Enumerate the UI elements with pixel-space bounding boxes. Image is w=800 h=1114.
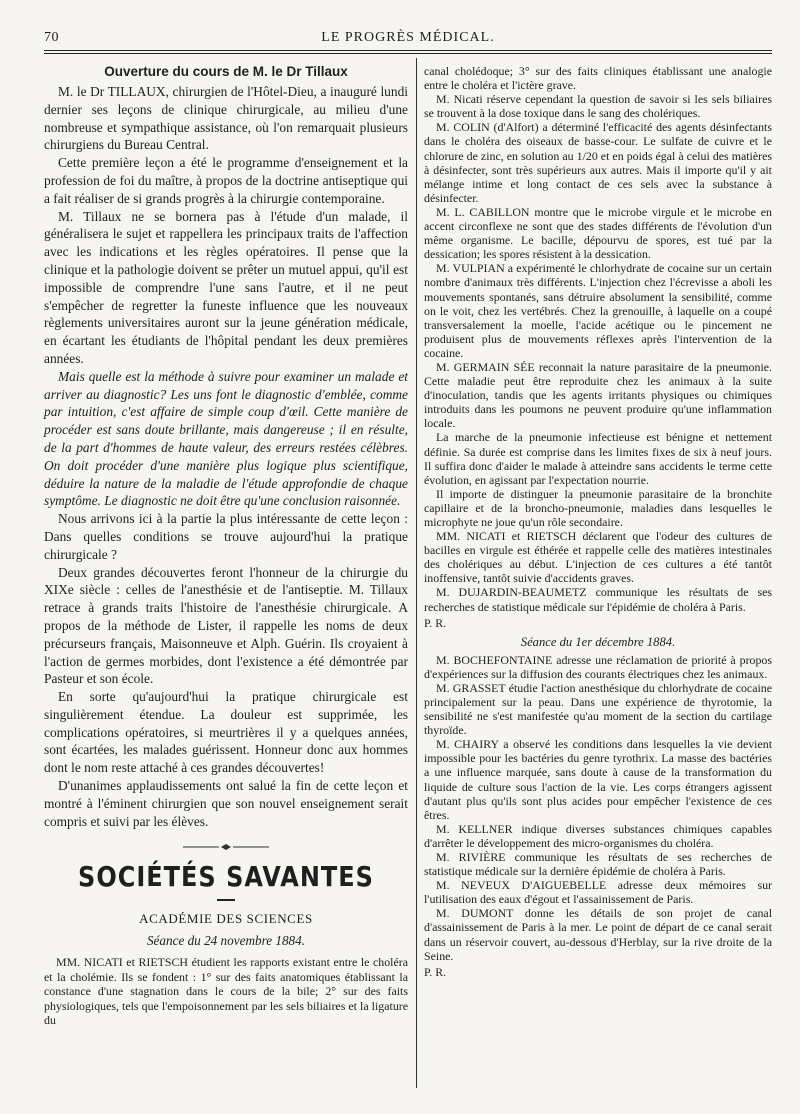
left-column bbox=[44, 64, 408, 1028]
report-paragraph: M. Nicati réserve cependant la question de savoir si les sels biliaires se trouvent à la dose toxique dans le sang des cholériques. bbox=[424, 92, 772, 121]
report-paragraph: M. VULPIAN a expérimenté le chlorhydrate de cocaine sur un certain nombre d'animaux très différents. L'injection chez l'écrevisse a aboli les mouvements spontanés, sans détruire absolument la sensibilité, comme on le voit, chez les vertébrés. Chez la grenouille, à laquelle on a coupé transversalement la moelle, l'acide acétique ou le pincement ne produisent plus de mouvements réflexes après l'intervention de la cocaine. bbox=[424, 261, 772, 360]
report-paragraph: M. KELLNER indique diverses substances chimiques capables d'arrêter le développement des micro-organismes du choléra. bbox=[424, 821, 772, 850]
signature: P. R. bbox=[424, 964, 447, 979]
section-rule bbox=[217, 899, 235, 901]
column-divider bbox=[416, 58, 417, 1088]
report-paragraph-signed bbox=[424, 906, 772, 980]
report-paragraph: M. RIVIÈRE communique les résultats de ses recherches de statistique médicale sur la dernière épidémie de choléra à Paris. bbox=[424, 849, 772, 879]
report-paragraph: M. COLIN (d'Alfort) a déterminé l'efficacité des agents désinfectants dans le choléra des oiseaux de basse-cour. Le sulfate de cuivre et le chlorure de zinc, en solution au 1/20 et en poids égal à celui des matières à désinfecter, sont très supérieurs aux autres. Mais il importe qu'il y ait mélange intime et long contact de ces sels avec la substance à désinfecter. bbox=[424, 120, 772, 205]
report-paragraph: M. DUMONT donne les détails de son projet de canal d'assainissement de Paris à la mer. Le point de départ de ce canal serait dans un réservoir couvert, au-dessous d'Herblay, sur la rive droite de la Seine. bbox=[424, 906, 772, 963]
report-paragraph: canal cholédoque; 3° sur des faits cliniques établissant une analogie entre le choléra et l'ictère grave. bbox=[424, 64, 772, 93]
report-paragraph: M. BOCHEFONTAINE adresse une réclamation de priorité à propos d'expériences sur la diffusion des courants électriques chez les animaux. bbox=[424, 652, 772, 681]
running-head bbox=[44, 30, 772, 48]
report-paragraph: M. GRASSET étudie l'action anesthésique du chlorhydrate de cocaine principalement sur la peau. Dans une expérience de thyrotomie, la sensibilité ne s'est manifestée qu'au moment de la section du cartilage thyroïde. bbox=[424, 680, 772, 738]
article-paragraph: Nous arrivons ici à la partie la plus intéressante de cette leçon : Dans quelles conditions se trouve aujourd'hui la pratique chirurgicale ? bbox=[44, 511, 408, 562]
academy-heading: ACADÉMIE DES SCIENCES bbox=[139, 911, 313, 927]
article-paragraph: Mais quelle est la méthode à suivre pour examiner un malade et arriver au diagnostic? Les uns font le diagnostic d'emblée, comme par intuition, c'est affaire de simple coup d'œil. Cette manière de procéder est sans doute brillante, mais dangereuse ; il en résulte, de la part d'hommes de haute valeur, des erreurs restées célèbres. On doit procéder d'une manière plus logique plus scientifique, déduire la nature de la maladie de l'étude approfondie de chaque symptôme. Le diagnostic ne doit être qu'une conclusion raisonnée. bbox=[44, 368, 408, 509]
right-column bbox=[424, 64, 772, 981]
session-date: Séance du 24 novembre 1884. bbox=[146, 933, 306, 949]
report-paragraph: Il importe de distinguer la pneumonie parasitaire de la bronchite capillaire et de la broncho-pneumonie, maladies dans lesquelles le microphyte ne joue qu'un rôle secondaire. bbox=[424, 486, 772, 529]
report-paragraph: M. L. CABILLON montre que le microbe virgule et le microbe en accent circonflexe ne sont que des stades différents de l'évolution d'un même organisme. Le bacille, dépourvu de spores, est tué par la dessication; les spores résistent à la dessication. bbox=[424, 204, 772, 262]
session-paragraph: MM. NICATI et RIETSCH étudient les rapports existant entre le choléra et la cholémie. Ils se fondent : 1° sur des faits anatomiques établissant la constance d'une stagnation dans le cours de la bile; 2° sur des faits physiologiques, tels que l'empoisonnement par les sels biliaires et la ligature du bbox=[44, 955, 408, 1028]
header-rule bbox=[44, 50, 772, 54]
page-number: 70 bbox=[44, 30, 59, 45]
report-paragraph: M. DUJARDIN-BEAUMETZ communique les résultats de ses recherches de statistique médicale sur l'épidémie de choléra à Paris. bbox=[424, 585, 772, 614]
article-paragraph: D'unanimes applaudissements ont salué la fin de cette leçon et montré à l'éminent chirurgien que son nouvel enseignement serait compris et suivi par les élèves. bbox=[44, 778, 408, 829]
article-paragraph: Deux grandes découvertes feront l'honneur de la chirurgie du XIXe siècle : celles de l'anesthésie et de l'antiseptie. M. Tillaux retrace à grands traits l'histoire de l'anesthésie chirurgicale. A propos de la méthode de Lister, il rappelle les noms de deux précurseurs français, Maisonneuve et Alph. Guérin. Ils croyaient à l'action de germes morbides, dont l'existence a été démontrée par Pasteur et son école. bbox=[44, 564, 408, 687]
report-paragraph: M. GERMAIN SÉE reconnait la nature parasitaire de la pneumonie. Cette maladie peut être reproduite chez les animaux à la suite d'inoculation, tandis que les agents irritants physiques ou chimiques introduits dans les poumons ne peuvent produire qu'une inflammation locale. bbox=[424, 359, 772, 431]
report-paragraph: La marche de la pneumonie infectieuse est bénigne et nettement définie. Sa durée est comprise dans les limites fixes de six à neuf jours. Il suffira donc d'aider le malade à atteindre sans accidents le terme cette évolution, en agissant par l'expectation nourrie. bbox=[424, 430, 772, 487]
section-title: SOCIÉTÉS SAVANTES bbox=[78, 861, 374, 894]
newspaper-page bbox=[44, 30, 772, 1094]
report-paragraph-signed bbox=[424, 585, 772, 631]
signature: P. R. bbox=[424, 615, 447, 630]
article-paragraph: Cette première leçon a été le programme d'enseignement et la profession de foi du maître, à propos de la doctrine antiseptique qui a fait réaliser de si grands progrès à la chirurgie contemporaine. bbox=[44, 155, 408, 206]
session-date: Séance du 1er décembre 1884. bbox=[520, 634, 676, 649]
article-paragraph: M. Tillaux ne se bornera pas à l'étude d'un malade, il généralisera le sujet et rappellera les principaux traits de l'affection avec les indications et les règles opératoires. Il pense que la clinique et la pathologie doivent se prêter un mutuel appui, qu'il est impossible de comprendre l'une sans l'autre, et il ne peut s'empêcher de regretter la funeste influence que les nouveaux règlements universitaires auront sur la jeune génération médicale, en écartant les étudiants de l'hôpital pendant les deux premières années. bbox=[44, 208, 408, 366]
report-paragraph: M. NEVEUX D'AIGUEBELLE adresse deux mémoires sur l'utilisation des eaux d'égout et l'assainissement de Paris. bbox=[424, 878, 772, 907]
journal-title: LE PROGRÈS MÉDICAL. bbox=[321, 30, 495, 45]
report-paragraph: MM. NICATI et RIETSCH déclarent que l'odeur des cultures de bacilles en virgule est éthérée et rappelle celle des matières intestinales des cholériques au début. L'injection de ces cultures a été tantôt inoffensive, tantôt suivie d'accidents graves. bbox=[424, 529, 772, 586]
separator-ornament bbox=[44, 840, 408, 855]
report-paragraph: M. CHAIRY a observé les conditions dans lesquelles la vie devient impossible pour les bactéries du genre tyrothrix. La masse des bactéries a une influence marquée, sans doute à cause de la transformation du liquide de culture sous l'action de la vie. Les corps étrangers agissent d'autant plus qu'ils sont plus acides pour empêcher l'existence de ces êtres. bbox=[424, 737, 772, 822]
article-title: Ouverture du cours de M. le Dr Tillaux bbox=[104, 64, 348, 79]
article-paragraph: En sorte qu'aujourd'hui la pratique chirurgicale est singulièrement étendue. La douleur est supprimée, les complications opératoires, si meurtrières il y a quelques années, sont écartées, les malades guérissent. Honneur donc aux hommes dont le nom reste attaché à ces grandes découvertes! bbox=[44, 689, 408, 776]
two-column-body bbox=[44, 64, 772, 1094]
article-paragraph: M. le Dr TILLAUX, chirurgien de l'Hôtel-Dieu, a inauguré lundi dernier ses leçons de clinique chirurgicale, au milieu d'une nombreuse et sympathique assistance, où l'on remarquait plusieurs chirurgiens du Bureau Central. bbox=[44, 84, 408, 153]
